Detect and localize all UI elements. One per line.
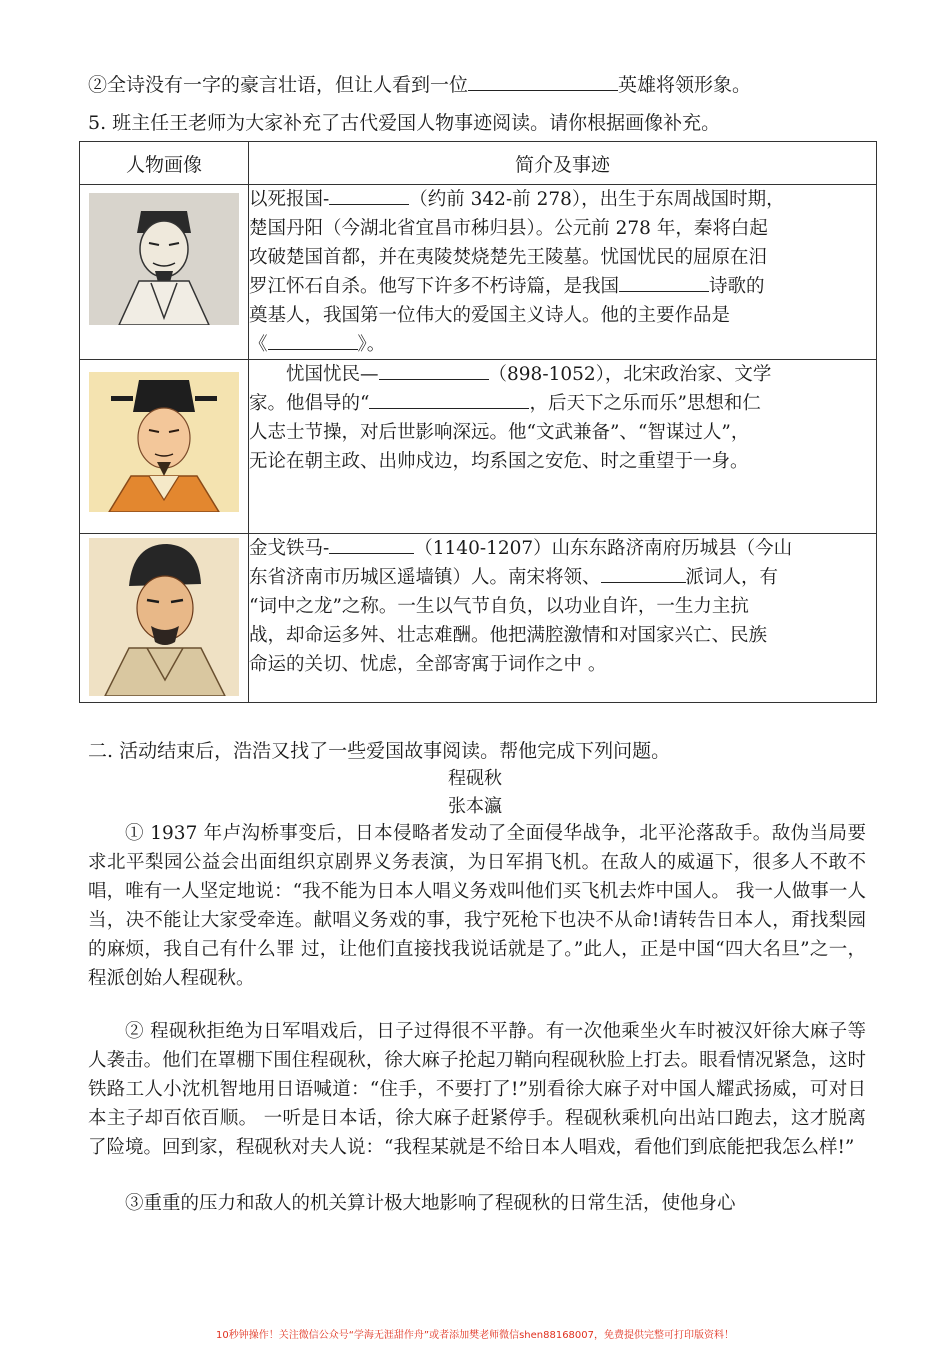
answer-blank[interactable]	[619, 290, 709, 292]
section-2-heading: 二. 活动结束后，浩浩又找了一些爱国故事阅读。帮他完成下列问题。	[88, 740, 671, 762]
article-paragraph-2: ② 程砚秋拒绝为日军唱戏后，日子过得很不平静。有一次他乘坐火车时被汉奸徐大麻子等人袭击。他们在罩棚下围住程砚秋，徐大麻子抡起刀鞘向程砚秋脸上打去。眼看情况紧急，这时铁路工人小沈机智地用日语喊道：“住手，不要打了!”别看徐大麻子对中国人耀武扬威，可对日本主子却百依百顺。 一听是日本话，徐大麻子赶紧停手。程砚秋乘机向出站口跑去，这才脱离了险境。回到家，程砚秋对夫人说：“我程某就是不给日本人唱戏，看他们到底能把我怎么样!”	[88, 1021, 866, 1158]
portrait-fan-zhongyan	[89, 372, 239, 512]
answer-blank[interactable]	[379, 378, 489, 380]
figure-2-description: 忧国忧民— （898-1052），北宋政治家、文学 家。他倡导的“ ，后天下之乐而乐”思想和仁 人志士节操，对后世影响深远。他“文武兼备”、“智谋过人”， 无论在朝主政、出帅戍边，均系国之安危、时之重望于一身。	[249, 360, 877, 534]
header-portrait: 人物画像	[80, 142, 249, 185]
answer-blank[interactable]	[468, 89, 618, 91]
portrait-qu-yuan	[89, 193, 239, 325]
answer-blank[interactable]	[369, 407, 529, 409]
figure-1-description: 以死报国- （约前 342-前 278），出生于东周战国时期， 楚国丹阳（今湖北省宜昌市秭归县）。公元前 278 年，秦将白起 攻破楚国首都，并在夷陵焚烧楚先王陵墓。忧国忧民的屈原在汨 罗江怀石自杀。他写下许多不朽诗篇，是我国 诗歌的 奠基人，我国第一位伟大的爱国主义诗人。他的主要作品是 《 》。	[249, 185, 877, 360]
answer-blank[interactable]	[601, 581, 686, 583]
article-title: 程砚秋	[448, 768, 502, 789]
question-4-2: ②全诗没有一字的豪言壮语，但让人看到一位 英雄将领形象。	[88, 74, 752, 96]
article-paragraph-1: ① 1937 年卢沟桥事变后，日本侵略者发动了全面侵华战争，北平沦落敌手。敌伪当局要求北平梨园公益会出面组织京剧界义务表演，为日军捐飞机。在敌人的威逼下，很多人不敢不唱，唯有一人坚定地说：“我不能为日本人唱义务戏叫他们买飞机去炸中国人。 我一人做事一人当，决不能让大家受牵连。献唱义务戏的事，我宁死枪下也决不从命!请转告日本人，甭找梨园的麻烦，我自己有什么罪 过，让他们直接找我说话就是了。”此人，正是中国“四大名旦”之一，程派创始人程砚秋。	[88, 823, 866, 989]
answer-blank[interactable]	[329, 552, 414, 554]
question-5: 5. 班主任王老师为大家补充了古代爱国人物事迹阅读。请你根据画像补充。	[88, 112, 721, 134]
answer-blank[interactable]	[329, 203, 409, 205]
answer-blank[interactable]	[268, 348, 358, 350]
footer-note: 10秒钟操作！关注微信公众号“学海无涯甜作舟”或者添加樊老师微信shen88168007，免费提供完整可打印版资料！	[215, 1330, 735, 1341]
header-description: 简介及事迹	[249, 142, 877, 185]
article-paragraph-3: ③重重的压力和敌人的机关算计极大地影响了程砚秋的日常生活，使他身心	[125, 1193, 736, 1214]
patriot-figures-table	[79, 141, 877, 703]
portrait-xin-qiji	[89, 538, 239, 696]
article-author: 张本瀛	[448, 796, 502, 817]
figure-3-description: 金戈铁马- （1140-1207）山东东路济南府历城县（今山 东省济南市历城区遥墙镇）人。南宋将领、 派词人，有 “词中之龙”之称。一生以气节自负，以功业自许，一生力主抗 战，却命运多舛、壮志难酬。他把满腔激情和对国家兴亡、民族 命运的关切、忧虑，全部寄寓于词作之中 。	[249, 534, 877, 703]
